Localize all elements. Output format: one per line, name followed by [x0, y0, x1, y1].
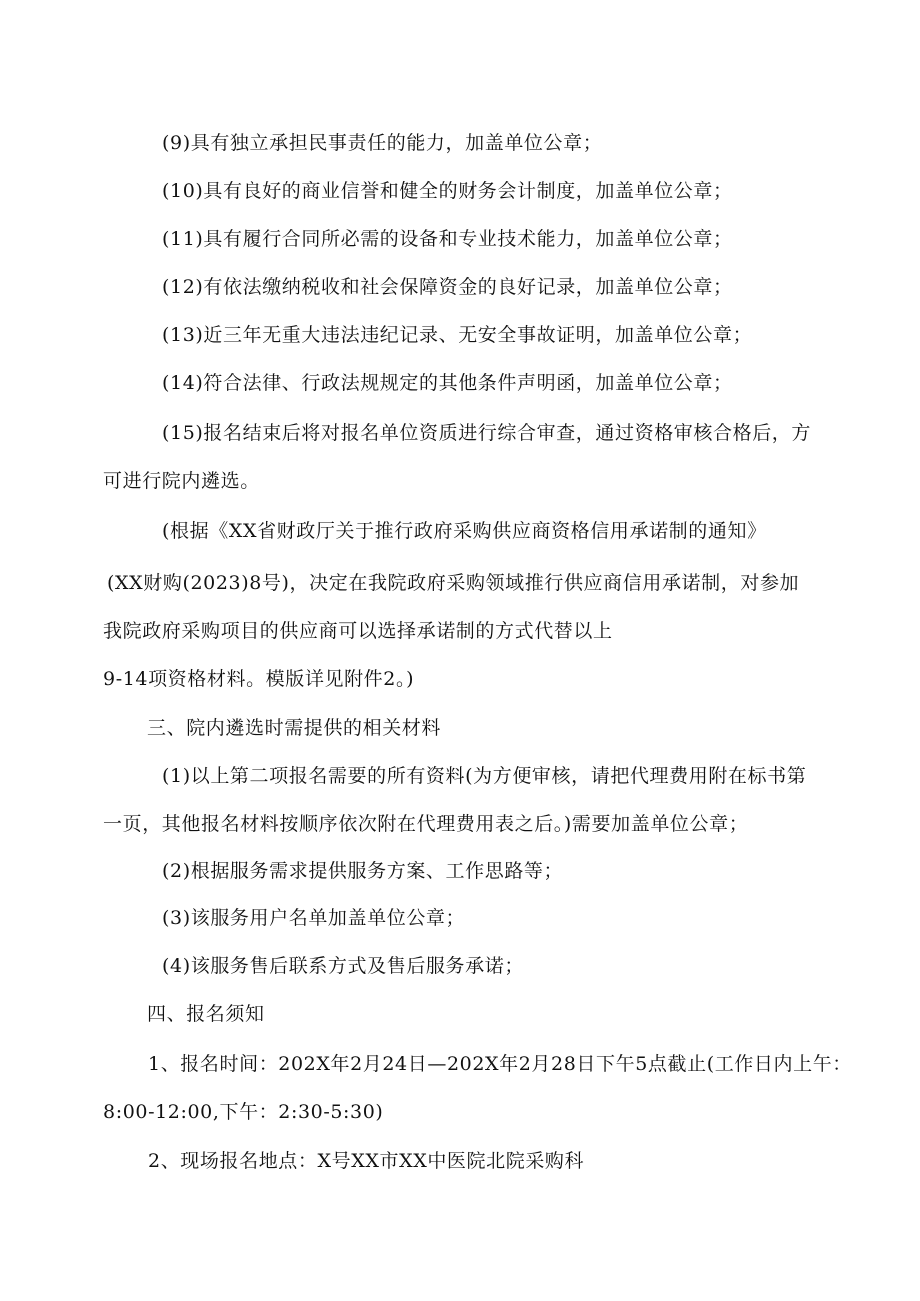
registration-time-continued: 8:00-12:00,下午：2:30-5:30): [103, 1101, 384, 1123]
section-heading-3: 三、院内遴选时需提供的相关材料: [147, 717, 442, 739]
note-line-4: 9-14项资格材料。模版详见附件2。): [103, 668, 415, 690]
registration-time: 1、报名时间：202X年2月24日—202X年2月28日下午5点截止(工作日内上午：: [148, 1053, 852, 1075]
material-item-3: (3)该服务用户名单加盖单位公章；: [162, 907, 466, 929]
material-item-1: (1)以上第二项报名需要的所有资料(为方便审核，请把代理费用附在标书第: [162, 765, 807, 787]
note-line-3: 我院政府采购项目的供应商可以选择承诺制的方式代替以上: [103, 620, 613, 642]
requirement-item-13: (13)近三年无重大违法违纪记录、无安全事故证明，加盖单位公章；: [162, 324, 753, 346]
requirement-item-9: (9)具有独立承担民事责任的能力，加盖单位公章；: [162, 132, 603, 154]
requirement-item-10: (10)具有良好的商业信誉和健全的财务会计制度，加盖单位公章；: [162, 180, 733, 202]
requirement-item-12: (12)有依法缴纳税收和社会保障资金的良好记录，加盖单位公章；: [162, 276, 733, 298]
requirement-item-11: (11)具有履行合同所必需的设备和专业技术能力，加盖单位公章；: [162, 228, 733, 250]
material-item-2: (2)根据服务需求提供服务方案、工作思路等；: [162, 860, 564, 882]
registration-location: 2、现场报名地点：X号XX市XX中医院北院采购科: [148, 1150, 585, 1172]
requirement-item-15-continued: 可进行院内遴选。: [103, 470, 260, 492]
note-line-2: (XX财购(2023)8号)，决定在我院政府采购领域推行供应商信用承诺制，对参加: [107, 572, 800, 594]
section-heading-4: 四、报名须知: [147, 1003, 265, 1025]
material-item-1-continued: 一页，其他报名材料按顺序依次附在代理费用表之后。)需要加盖单位公章；: [103, 813, 749, 835]
note-line-1: (根据《XX省财政厅关于推行政府采购供应商资格信用承诺制的通知》: [162, 520, 767, 542]
requirement-item-15: (15)报名结束后将对报名单位资质进行综合审查，通过资格审核合格后，方: [162, 422, 812, 444]
requirement-item-14: (14)符合法律、行政法规规定的其他条件声明函，加盖单位公章；: [162, 372, 733, 394]
material-item-4: (4)该服务售后联系方式及售后服务承诺；: [162, 955, 524, 977]
